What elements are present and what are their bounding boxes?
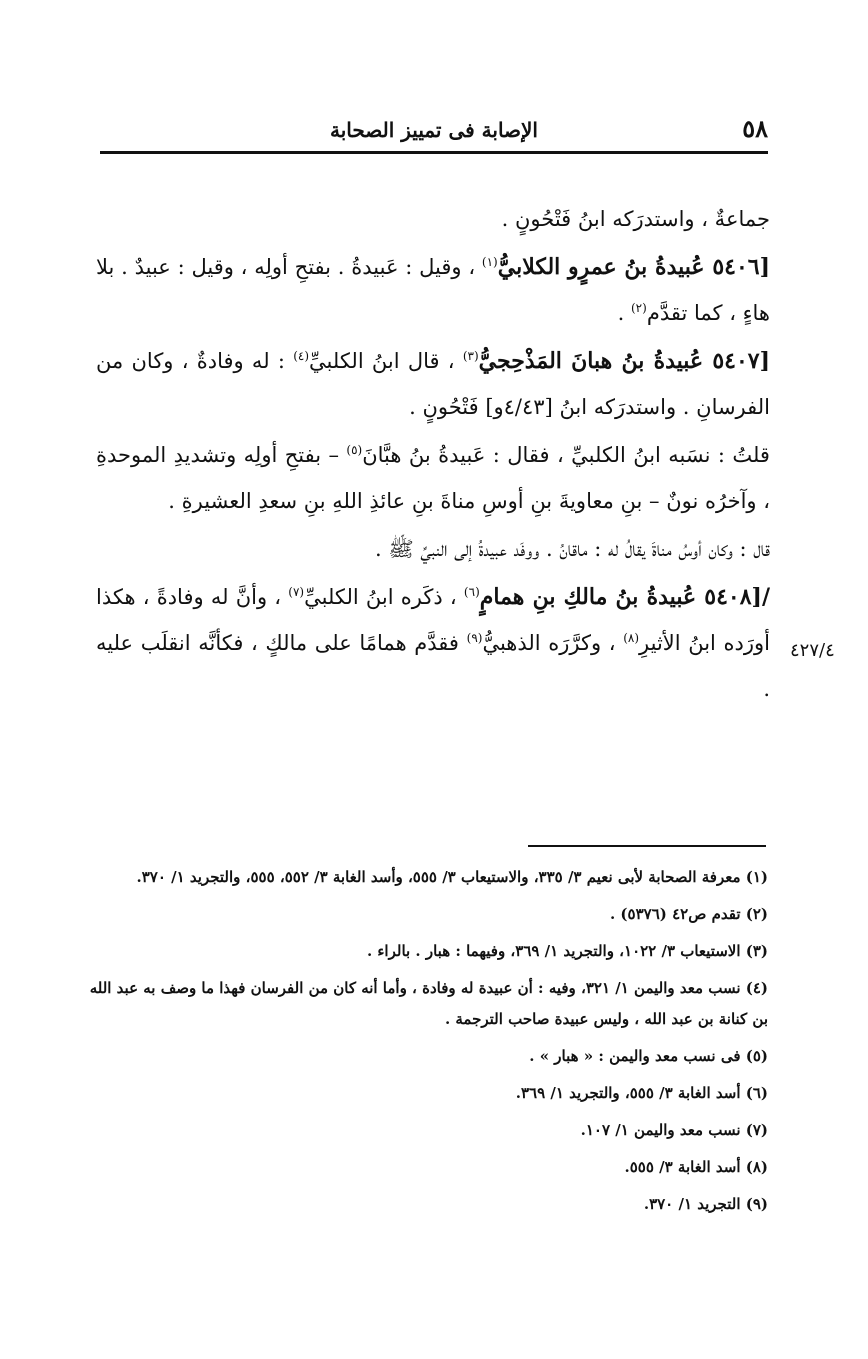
footnote-1: (١) معرفة الصحابة لأبى نعيم ٣/ ٣٣٥، والاستيعاب ٣/ ٥٥٥، وأسد الغابة ٣/ ٥٥٢، ٥٥٥، والتجريد ١/ ٣٧٠.	[136, 868, 768, 886]
footnote-2: (٢) تقدم ص٤٢ (٥٣٧٦) .	[609, 905, 768, 923]
footnote-ref-9: (٩)	[466, 631, 483, 645]
entry-5407-heading: [٥٤٠٧ عُبيدةُ بنُ هبانَ المَذْحِجيُّ	[478, 348, 770, 374]
entry-5407: [٥٤٠٧ عُبيدةُ بنُ هبانَ المَذْحِجيُّ$^{(٣)}$ ، قال ابنُ الكلبيِّ$^{(٤)}$ : له وفادةٌ ، وكان من الفرسانِ . واستدرَكه ابنُ [٤/٤٣و] فَتْحُونٍ .	[96, 348, 770, 419]
footnote-ref-5: (٥)	[346, 443, 363, 457]
page-header	[100, 112, 768, 152]
entry-5406-heading: [٥٤٠٦ عُبيدةُ بنُ عمرٍو الكلابيُّ	[497, 254, 770, 280]
paragraph-qala: قال : وكان أوسُ مناةَ يقالُ له : ماقانُ . ووفَد عبيدةُ إلى النبيِّ ﷺ .	[374, 537, 770, 561]
footnote-ref-4: (٤)	[293, 349, 310, 363]
footnote-4: (٤) نسب معد واليمن ١/ ٣٢١، وفيه : أن عبيدة له وفادة ، وأما أنه كان من الفرسان فهذا ما وصف به عبد الله بن كنانة بن عبد الله ، وليس عبيدة صاحب الترجمة .	[89, 979, 768, 1028]
footnote-9: (٩) التجريد ١/ ٣٧٠.	[643, 1195, 768, 1213]
footnote-ref-3: (٣)	[462, 349, 479, 363]
footnote-3: (٣) الاستيعاب ٣/ ١٠٢٢، والتجريد ١/ ٣٦٩، وفيهما : هبار . بالراء .	[366, 942, 768, 960]
margin-volume-page-ref: ٤٢٧/٤	[790, 640, 835, 661]
footnote-5: (٥) فى نسب معد واليمن : « هبار » .	[529, 1047, 768, 1065]
main-text	[96, 196, 770, 714]
footnote-8: (٨) أسد الغابة ٣/ ٥٥٥.	[624, 1158, 768, 1176]
footnote-ref-1: (١)	[481, 255, 498, 269]
running-title: الإصابة فى تمييز الصحابة	[330, 118, 538, 142]
footnote-ref-7: (٧)	[288, 585, 305, 599]
page-number: ٥٨	[742, 114, 768, 143]
paragraph-qult: قلتُ : نسَبه ابنُ الكلبيِّ ، فقال : عَبيدةُ بنُ هبَّانَ$^{(٥)}$ – بفتحِ أولِه وتشديدِ الموحدةِ ، وآخرُه نونٌ – بنِ معاويةَ بنِ أوسِ مناةَ بنِ عائذِ اللهِ بنِ سعدِ العشيرةِ .	[96, 443, 770, 513]
entry-5408-heading: /[٥٤٠٨ عُبيدةُ بنُ مالكِ بنِ همامٍ	[479, 584, 770, 610]
footnote-ref-2: (٢)	[630, 301, 647, 315]
footnotes-list	[88, 862, 768, 1226]
footnote-6: (٦) أسد الغابة ٣/ ٥٥٥، والتجريد ١/ ٣٦٩.	[515, 1084, 768, 1102]
footnote-7: (٧) نسب معد واليمن ١/ ١٠٧.	[580, 1121, 768, 1139]
paragraph-intro: جماعةٌ ، واستدرَكه ابنُ فَتْحُونٍ .	[501, 207, 770, 231]
footnote-separator	[528, 845, 766, 847]
footnote-ref-8: (٨)	[623, 631, 640, 645]
header-rule	[100, 151, 768, 154]
entry-5406: [٥٤٠٦ عُبيدةُ بنُ عمرٍو الكلابيُّ$^{(١)}$ ، وقيل : عَبيدةُ . بفتحِ أولِه ، وقيل : عبيدٌ . بلا هاءٍ ، كما تقدَّم$^{(٢)}$ .	[96, 254, 770, 325]
footnote-ref-6: (٦)	[463, 585, 480, 599]
entry-5408: /[٥٤٠٨ عُبيدةُ بنُ مالكِ بنِ همامٍ$^{(٦)}$ ، ذكَره ابنُ الكلبيِّ$^{(٧)}$ ، وأنَّ له وفادةً ، هكذا أورَده ابنُ الأثيرِ$^{(٨)}$ ، وكرَّرَه الذهبيُّ$^{(٩)}$ فقدَّم همامًا على مالكٍ ، فكأنَّه انقلَب عليه .	[96, 584, 770, 701]
